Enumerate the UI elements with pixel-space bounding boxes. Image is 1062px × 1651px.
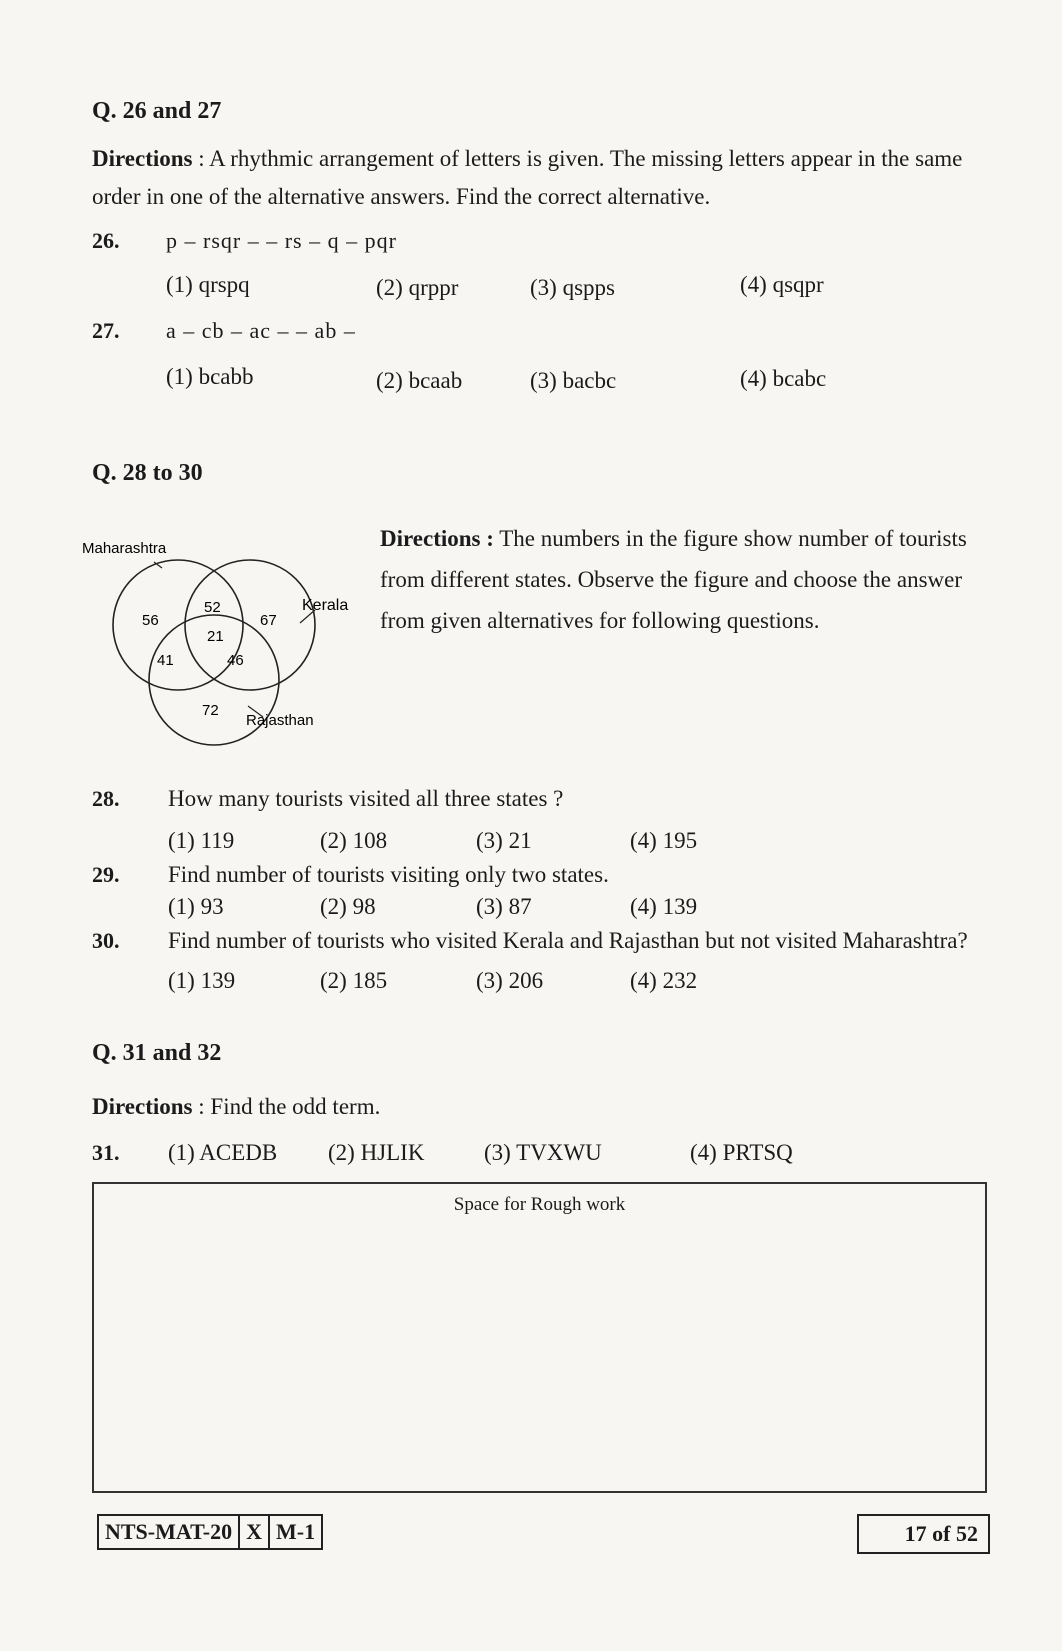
section-title-28-30: Q. 28 to 30 <box>92 460 203 486</box>
section-title-26-27: Q. 26 and 27 <box>92 98 222 124</box>
option-1[interactable]: (1) 93 <box>168 894 224 919</box>
option-1[interactable]: (1) qrspq <box>166 272 250 297</box>
option-2[interactable]: (2) 98 <box>320 894 376 919</box>
rajasthan-label: Rajasthan <box>246 712 314 729</box>
directions-31-32 <box>92 1088 380 1126</box>
option-2[interactable]: (2) 185 <box>320 968 388 993</box>
letter-series: p – rsqr – – rs – q – pqr <box>166 228 397 253</box>
directions-26-27 <box>92 140 992 216</box>
option-1[interactable]: (1) 119 <box>168 828 235 853</box>
option-3[interactable]: (3) TVXWU <box>484 1140 602 1165</box>
value-kerala-only: 67 <box>260 612 277 629</box>
directions-text: : A rhythmic arrangement of letters is given. The missing letters appear in the same order in one of the alternative answers. Find the correct alternative. <box>92 146 963 209</box>
option-3[interactable]: (3) 87 <box>476 894 532 919</box>
value-maharashtra-only: 56 <box>142 612 159 629</box>
option-3[interactable]: (3) 21 <box>476 828 532 853</box>
value-rajasthan-only: 72 <box>202 702 219 719</box>
question-number: 29. <box>92 862 120 887</box>
question-text: How many tourists visited all three states ? <box>168 786 564 811</box>
value-all-three: 21 <box>207 628 224 645</box>
option-2[interactable]: (2) qrppr <box>376 275 459 300</box>
option-4[interactable]: (4) PRTSQ <box>690 1140 793 1165</box>
option-4[interactable]: (4) 139 <box>630 894 698 919</box>
option-1[interactable]: (1) 139 <box>168 968 236 993</box>
option-2[interactable]: (2) bcaab <box>376 368 463 393</box>
venn-diagram <box>80 525 360 755</box>
standard: X <box>239 1515 269 1549</box>
option-3[interactable]: (3) bacbc <box>530 368 617 393</box>
option-3[interactable]: (3) 206 <box>476 968 544 993</box>
directions-label: Directions <box>92 146 193 171</box>
option-4[interactable]: (4) bcabc <box>740 366 827 391</box>
directions-28-30 <box>380 518 990 641</box>
value-maharashtra-rajasthan: 41 <box>157 652 174 669</box>
value-maharashtra-kerala: 52 <box>204 599 221 616</box>
question-number: 27. <box>92 318 120 343</box>
option-3[interactable]: (3) qspps <box>530 275 615 300</box>
question-number: 28. <box>92 786 120 811</box>
section-title-31-32: Q. 31 and 32 <box>92 1040 222 1066</box>
option-4[interactable]: (4) 195 <box>630 828 698 853</box>
letter-series: a – cb – ac – – ab – <box>166 318 356 343</box>
rough-work-box <box>92 1182 987 1493</box>
rough-work-label: Space for Rough work <box>453 1194 626 1215</box>
question-number: 31. <box>92 1140 120 1165</box>
paper-code: NTS-MAT-20 <box>98 1515 239 1549</box>
option-1[interactable]: (1) bcabb <box>166 364 254 389</box>
option-4[interactable]: (4) 232 <box>630 968 698 993</box>
directions-text: : Find the odd term. <box>192 1094 381 1119</box>
medium: M-1 <box>269 1515 322 1549</box>
paper-code-table <box>97 1514 323 1550</box>
option-1[interactable]: (1) ACEDB <box>168 1140 278 1165</box>
option-4[interactable]: (4) qsqpr <box>740 272 824 297</box>
maharashtra-label: Maharashtra <box>82 540 167 557</box>
value-kerala-rajasthan: 46 <box>227 652 244 669</box>
kerala-label: Kerala <box>302 597 349 614</box>
question-number: 26. <box>92 228 120 253</box>
directions-text: The numbers in the figure show number of tourists from different states. Observe the figure and choose the answer from given alternatives for following questions. <box>380 526 967 633</box>
question-text: Find number of tourists who visited Kerala and Rajasthan but not visited Maharashtra? <box>168 928 968 953</box>
page-number: 17 of 52 <box>857 1514 990 1554</box>
question-text: Find number of tourists visiting only two states. <box>168 862 609 887</box>
directions-label: Directions <box>92 1094 193 1119</box>
option-2[interactable]: (2) HJLIK <box>328 1140 425 1165</box>
option-2[interactable]: (2) 108 <box>320 828 388 853</box>
directions-label: Directions : <box>380 526 494 551</box>
question-number: 30. <box>92 928 120 953</box>
